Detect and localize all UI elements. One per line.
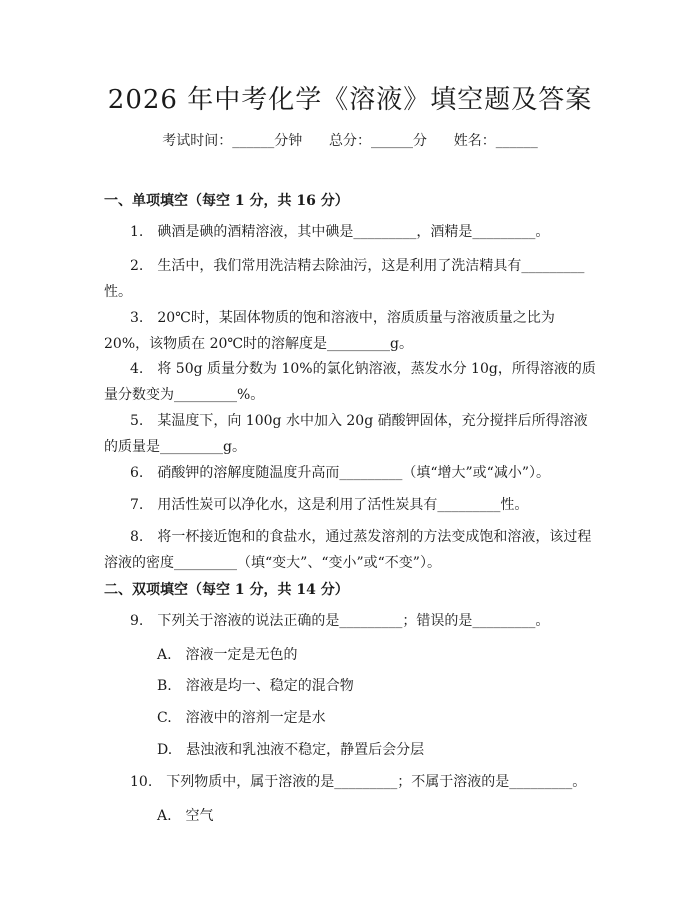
question-6: 6. 硝酸钾的溶解度随温度升高而_________（填“增大”或“减小”）。 bbox=[130, 465, 550, 481]
question-9-option-d: D. 悬浊液和乳浊液不稳定，静置后会分层 bbox=[157, 742, 425, 758]
question-3: 3. 20℃时，某固体物质的饱和溶液中，溶质质量与溶液质量之比为 20%，该物质在 20℃时的溶解度是_________g。 bbox=[104, 310, 555, 352]
question-7: 7. 用活性炭可以净化水，这是利用了活性炭具有_________性。 bbox=[130, 497, 529, 513]
total-score-field: 总分：______分 bbox=[329, 133, 427, 149]
student-name-field: 姓名：______ bbox=[453, 133, 538, 149]
section-heading-single: 一、单项填空（每空 1 分，共 16 分） bbox=[104, 193, 349, 209]
question-2: 2. 生活中，我们常用洗洁精去除油污，这是利用了洗洁精具有_________性。 bbox=[104, 258, 585, 300]
question-10-option-a: A. 空气 bbox=[157, 808, 214, 824]
question-9-option-b: B. 溶液是均一、稳定的混合物 bbox=[157, 678, 354, 694]
question-4: 4. 将 50g 质量分数为 10%的氯化钠溶液，蒸发水分 10g，所得溶液的质量分数变为_________%。 bbox=[104, 361, 596, 403]
question-9-option-a: A. 溶液一定是无色的 bbox=[157, 647, 298, 663]
question-5: 5. 某温度下，向 100g 水中加入 20g 硝酸钾固体，充分搅拌后所得溶液的质量是_________g。 bbox=[104, 413, 588, 455]
exam-time-field: 考试时间：______分钟 bbox=[162, 133, 303, 149]
question-10: 10. 下列物质中，属于溶液的是_________；不属于溶液的是_________。 bbox=[130, 774, 587, 790]
exam-info-line bbox=[0, 131, 700, 151]
question-9-option-c: C. 溶液中的溶剂一定是水 bbox=[157, 710, 326, 726]
question-8: 8. 将一杯接近饱和的食盐水，通过蒸发溶剂的方法变成饱和溶液，该过程溶液的密度_________（填“变大”、“变小”或“不变”）。 bbox=[104, 529, 592, 571]
section-heading-double: 二、双项填空（每空 1 分，共 14 分） bbox=[104, 582, 349, 598]
question-1: 1. 碘酒是碘的酒精溶液，其中碘是_________，酒精是_________。 bbox=[130, 224, 550, 240]
question-9: 9. 下列关于溶液的说法正确的是_________；错误的是_________。 bbox=[130, 613, 550, 629]
page-title: 2026 年中考化学《溶液》填空题及答案 bbox=[107, 85, 593, 115]
